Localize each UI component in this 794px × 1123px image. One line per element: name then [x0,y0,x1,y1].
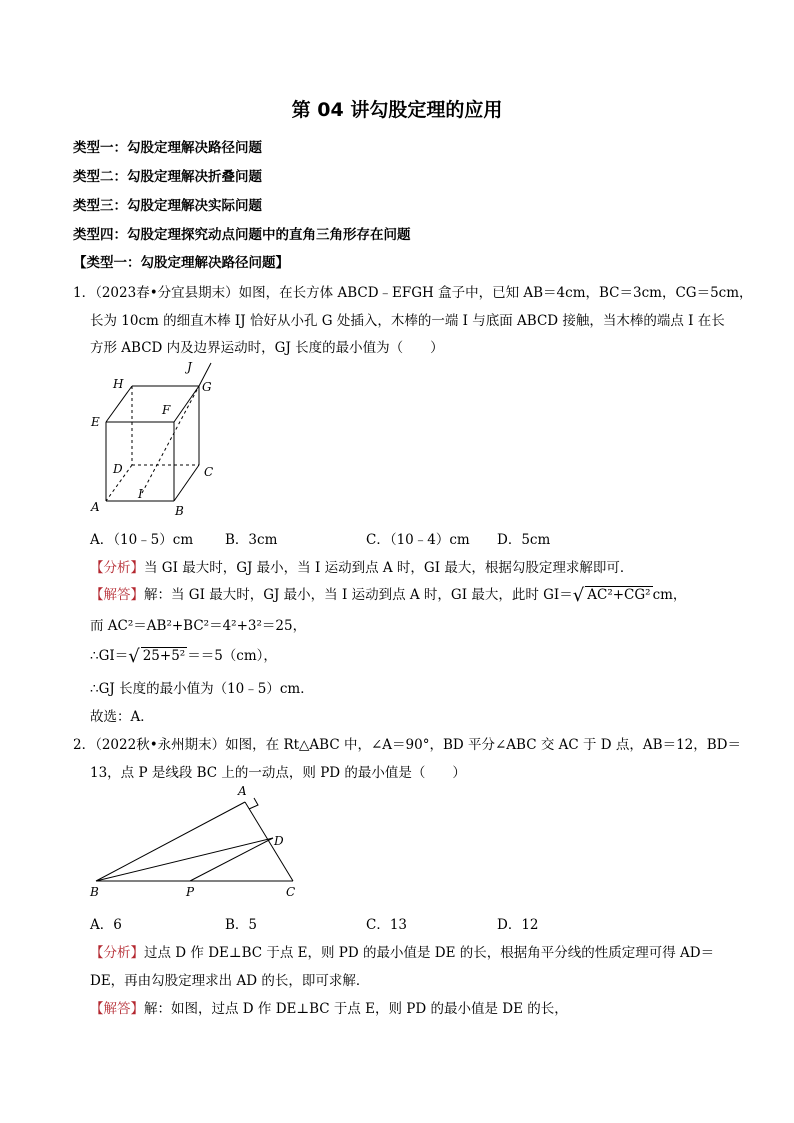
sqrt-sign: √ [572,585,585,606]
type-list-item: 类型四：勾股定理探究动点问题中的直角三角形存在问题 [73,227,411,243]
q1-answer-line2: 而 AC²＝AB²+BC²＝4²+3²＝25， [90,618,307,634]
label-f: F [162,403,171,417]
type-list-item: 类型一：勾股定理解决路径问题 [73,140,262,156]
label-d: D [274,834,284,848]
q1-answer-line4: ∴GJ 长度的最小值为（10﹣5）cm． [90,681,314,697]
cuboid-figure [80,355,230,520]
answer-text: 解：当 GI 最大时，GJ 最小，当 I 运动到点 A 时，GI 最大，此时 GI＝ [144,587,573,603]
q1-answer-line5: 故选：A． [90,709,154,725]
answer-label: 【解答】 [90,1001,144,1017]
analysis-text: 过点 D 作 DE⊥BC 于点 E，则 PD 的最小值是 DE 的长，根据角平分线的性质定理可得 AD＝ [144,945,715,961]
q1-answer-line1 [90,583,686,606]
q1-line: 1．（2023春•分宜县期末）如图，在长方体 ABCD﹣EFGH 盒子中，已知 AB＝4cm，BC＝3cm，CG＝5cm， [73,285,753,301]
q2-option-b[interactable]: B．5 [225,917,258,933]
q1-option-d[interactable]: D．5cm [497,532,551,548]
q1-option-b[interactable]: B．3cm [225,532,278,548]
answer-unit: cm， [652,587,687,603]
label-d: D [113,462,123,476]
q1-line: 长为 10cm 的细直木棒 IJ 恰好从小孔 G 处插入，木棒的一端 I 与底面 ABCD 接触，当木棒的端点 I 在长 [90,313,725,329]
label-a: A [91,500,100,514]
triangle-figure [80,780,310,905]
q2-line: 2．（2022秋•永州期末）如图，在 Rt△ABC 中，∠A＝90°，BD 平分∠ABC 交 AC 于 D 点，AB＝12，BD＝ [73,737,741,753]
label-j: J [187,360,192,374]
label-i: I [138,487,143,501]
q2-option-c[interactable]: C．13 [366,917,408,933]
label-g: G [202,380,212,394]
label-b: B [90,885,99,899]
q2-option-d[interactable]: D．12 [497,917,539,933]
section-heading: 【类型一：勾股定理解决路径问题】 [73,255,289,271]
label-c: C [286,885,296,899]
label-a: A [238,784,247,798]
type-list-item: 类型三：勾股定理解决实际问题 [73,198,262,214]
answer-label: 【解答】 [90,587,144,603]
q2-option-a[interactable]: A．6 [90,917,122,933]
label-e: E [91,415,100,429]
q2-answer-line1 [90,997,568,1017]
q1-answer-line3 [90,644,277,667]
q2-line: 13，点 P 是线段 BC 上的一动点，则 PD 的最小值是（ ） [90,765,466,781]
sqrt-sign: √ [128,646,140,667]
q1-analysis [90,556,633,576]
q1-option-a[interactable]: A．（10﹣5）cm [90,532,194,548]
q1-option-c[interactable]: C．（10﹣4）cm [366,532,470,548]
label-h: H [113,377,124,391]
answer-text: ＝＝5（cm）， [187,648,277,664]
q2-analysis-line1 [90,941,714,961]
label-c: C [204,465,214,479]
page-title: 第 04 讲勾股定理的应用 [291,99,503,121]
sqrt-expression: AC²+CG² [587,587,651,603]
q1-line: 方形 ABCD 内及边界运动时，GJ 长度的最小值为（ ） [90,340,444,356]
q2-analysis-line2: DE，再由勾股定理求出 AD 的长，即可求解． [90,973,370,989]
answer-text: 解：如图，过点 D 作 DE⊥BC 于点 E，则 PD 的最小值是 DE 的长， [144,1001,568,1017]
analysis-text: 当 GI 最大时，GJ 最小，当 I 运动到点 A 时，GI 最大，根据勾股定理求解即可． [144,560,634,576]
label-p: P [186,885,195,899]
sqrt-expression: 25+5² [142,648,186,664]
answer-text: ∴GI＝ [90,648,129,664]
analysis-label: 【分析】 [90,945,144,961]
label-b: B [175,504,184,518]
analysis-label: 【分析】 [90,560,144,576]
type-list-item: 类型二：勾股定理解决折叠问题 [73,169,262,185]
